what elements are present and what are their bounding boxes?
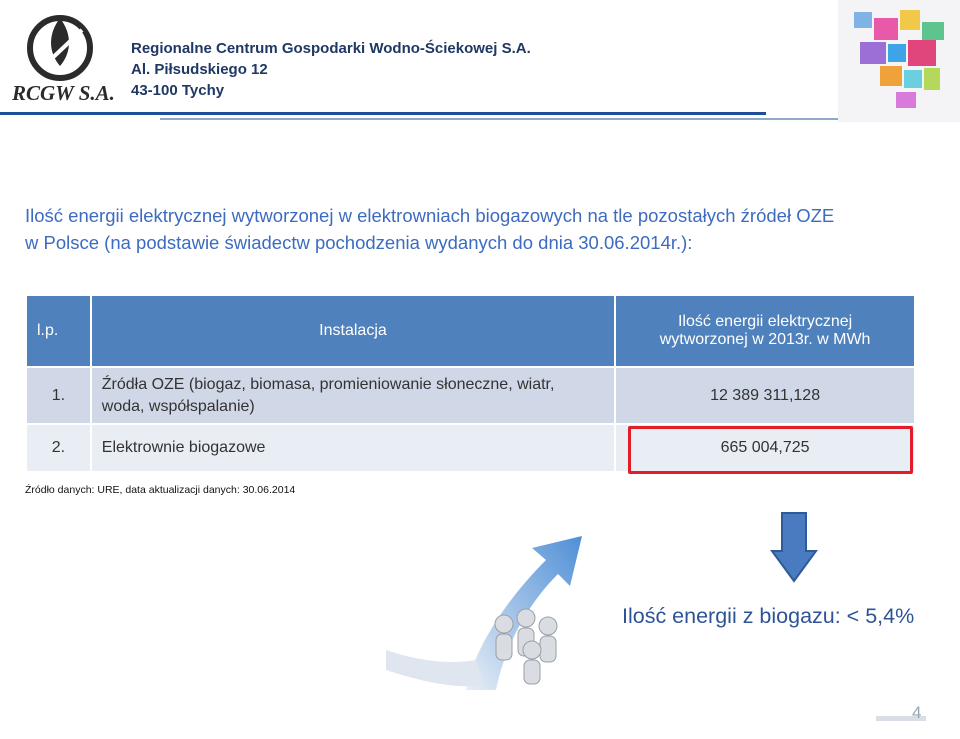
biogas-share-summary: Ilość energii z biogazu: < 5,4% <box>622 604 915 628</box>
title-line-1: Ilość energii elektrycznej wytworzonej w elektrowniach biogazowych na tle pozostałych źródeł OZE <box>25 205 835 226</box>
row2-installation: Elektrownie biogazowe <box>91 424 615 472</box>
rcgw-logo <box>8 6 120 106</box>
row2-energy: 665 004,725 <box>615 424 915 472</box>
header-divider-dark <box>0 112 766 115</box>
header-installation: Instalacja <box>91 295 615 367</box>
page-number: 4 <box>912 703 922 722</box>
rising-arrow-illustration <box>386 500 598 700</box>
org-street: Al. Piłsudskiego 12 <box>131 61 268 78</box>
title-line-2: w Polsce (na podstawie świadectw pochodzenia wydanych do dnia 30.06.2014r.): <box>25 232 693 253</box>
row1-installation <box>91 367 615 424</box>
row1-installation-line1: Źródła OZE (biogaz, biomasa, promieniowanie słoneczne, wiatr, <box>101 375 555 393</box>
org-city: 43-100 Tychy <box>131 82 225 99</box>
header-lp: l.p. <box>26 295 91 367</box>
header-energy <box>615 295 915 367</box>
header-energy-line1: Ilość energii elektrycznej <box>677 313 853 330</box>
row2-lp: 2. <box>26 424 91 472</box>
row1-energy: 12 389 311,128 <box>615 367 915 424</box>
logo-text: RCGW S.A. <box>12 81 115 105</box>
slide-title <box>25 202 955 256</box>
source-note: Źródło danych: URE, data aktualizacji danych: 30.06.2014 <box>25 484 296 496</box>
organization-address <box>131 38 531 101</box>
table-header-row <box>26 295 915 367</box>
biogas-value-highlight <box>628 426 913 474</box>
row1-lp: 1. <box>26 367 91 424</box>
table-row <box>26 367 915 424</box>
header-energy-line2: wytworzonej w 2013r. w MWh <box>659 331 871 348</box>
down-arrow-icon <box>770 511 818 583</box>
decorative-corner-graphic <box>838 0 960 122</box>
row1-installation-line2: woda, współspalanie) <box>101 397 255 415</box>
org-name: Regionalne Centrum Gospodarki Wodno-Ściekowej S.A. <box>131 40 531 57</box>
